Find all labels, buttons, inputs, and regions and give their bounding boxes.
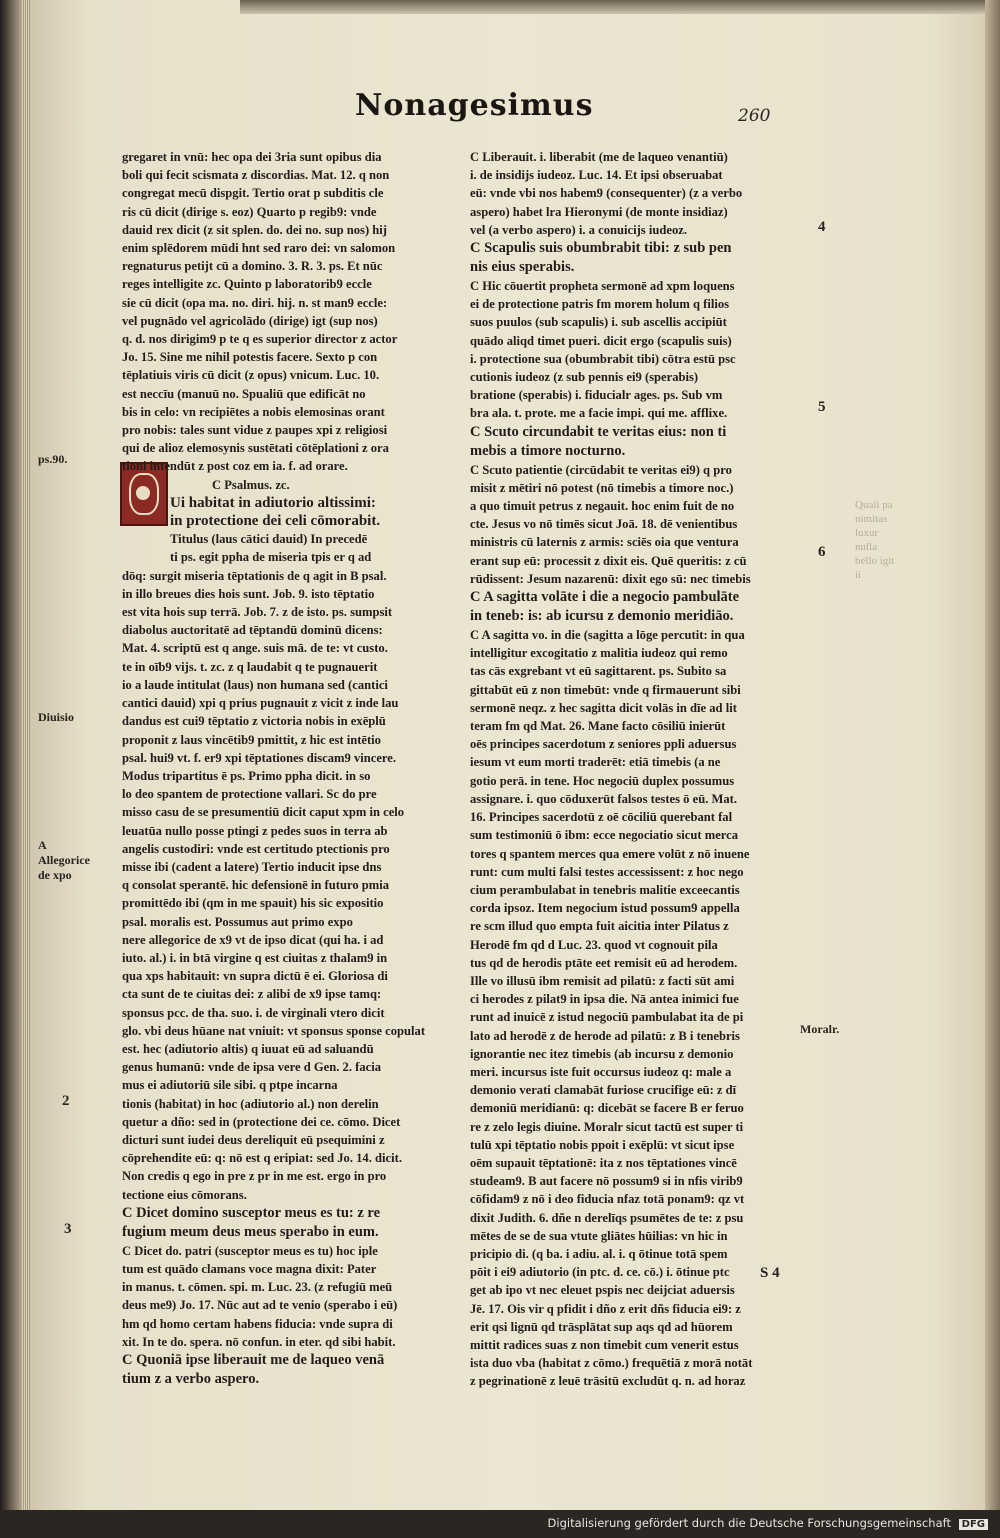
- text-line: Herodē fm qd d Luc. 23. quod vt cognouit pila: [470, 937, 718, 952]
- left-text-column: [122, 148, 457, 1389]
- text-line: sie cū dicit (opa ma. no. diri. hij. n. st man9 eccle:: [122, 295, 388, 310]
- text-line: runt ad inuicē z istud negociū pambulabat ita de pi: [470, 1010, 744, 1025]
- text-line: enim splēdorem mūdi hnt sed raro dei: vn salomon: [122, 241, 396, 256]
- margin-note-allegorice: [38, 838, 108, 883]
- lemma-line: in teneb: is: ab icursu z demonio meridiāo.: [470, 608, 734, 625]
- text-line: in protectione dei celi cōmorabit.: [170, 513, 381, 530]
- text-line: get ab ipo vt nec eleuet pspis nec deijciat aduersis: [470, 1283, 735, 1298]
- text-line: dixit Judith. 6. dñe n derelīqs psumētes de te: z psu: [470, 1210, 744, 1225]
- text-line: ti ps. egit ppha de miseria tpis er q ad: [170, 550, 372, 565]
- text-line: Titulus (laus cātici dauid) In precedē: [170, 532, 368, 547]
- running-head: Nonagesimus: [355, 88, 594, 123]
- text-line: erant sup eū: processit z dixit eis. Quē queritis: z cū: [470, 553, 747, 568]
- text-line: psal. moralis est. Possumus aut primo expo: [122, 914, 353, 929]
- text-line: ista duo vba (habitat z cōmo.) frequētiā z morā notāt: [470, 1356, 753, 1371]
- lemma-line: tium z a verbo aspero.: [122, 1371, 260, 1387]
- text-line: tores q spantem merces qua emere volūt z nō inuene: [470, 846, 750, 861]
- text-line: misso casu de se presumentiū dicit caput xpm in celo: [122, 805, 405, 820]
- text-line: iesum vt eum morti traderēt: etiā timebis (a ne: [470, 755, 721, 770]
- margin-verse-number: 2: [62, 1093, 70, 1109]
- text-line: cōfidam9 z nō i deo fiducia nfaz totā ponam9: qz vt: [470, 1192, 745, 1207]
- ghost-line: nulla: [855, 541, 877, 553]
- text-line: diabolus auctoritatē ad tēptandū dominū dicens:: [122, 623, 383, 638]
- text-line: Non credis q ego in pre z pr in me est. ergo in pro: [122, 1169, 387, 1184]
- text-line: in manus. t. cōmen. spi. m. Luc. 23. (z refugiū meū: [122, 1280, 393, 1295]
- text-line: cta sunt de te ciuitas dei: z alibi de x9 ipse tamq:: [122, 987, 382, 1002]
- margin-note-divisio: Diuisio: [38, 710, 75, 724]
- dfg-logo: DFG: [959, 1519, 988, 1530]
- text-line: tioni intendūt z post coz em ia. f. ad orare.: [122, 459, 348, 474]
- text-line: mētes de se de sua vtute gliātes hūilias: vn hic in: [470, 1228, 728, 1243]
- text-line: ministris cū laternis z armis: sciēs oia que ventura: [470, 535, 739, 550]
- text-line: hm qd homo certam habens fiducia: vnde supra di: [122, 1316, 393, 1331]
- text-line: corda ipsoz. Item negocium istud possum9 appella: [470, 901, 740, 916]
- ghost-line: nimitas: [855, 513, 888, 525]
- text-line: gregaret in vnū: hec opa dei 3ria sunt opibus dia: [122, 150, 382, 164]
- text-line: sum testimoniū ō ibm: ecce negociatio sicut merca: [470, 828, 739, 843]
- text-line: assignare. i. quo cōduxerūt falsos testes ō eū. Mat.: [470, 791, 738, 806]
- text-line: pōit i ei9 adiutorio (in ptc. d. ce. cō.) i. ōtinue ptc: [470, 1265, 730, 1280]
- text-line: bratione (sperabis) i. fiducialr ages. ps. Sub vm: [470, 388, 723, 403]
- right-text-column: [470, 148, 800, 1391]
- text-line: tas cās exgrebant vt eū sagittarent. ps. Subito sa: [470, 664, 727, 679]
- margin-note-line: de xpo: [38, 868, 72, 882]
- text-line: runt: cum multi falsi testes accessissent: z hoc nego: [470, 864, 744, 879]
- page-right-edge: [985, 0, 1000, 1510]
- text-line: quādo aliqd timet pueri. dicit ergo (scapulis suis): [470, 333, 732, 348]
- text-line: nere allegorice de x9 vt de ipso dicat (qui ha. i ad: [122, 932, 384, 947]
- text-line: 16. Principes sacerdotū z oē cōciliū querebant fal: [470, 810, 733, 825]
- text-line: xit. In te do. spera. nō confun. in eter. qd sibi habit.: [122, 1334, 396, 1349]
- text-line: Mat. 4. scriptū est q ange. suis mā. de te: vt custo.: [122, 641, 388, 656]
- lemma-line: C Quoniā ipse liberauit me de laqueo venā: [122, 1352, 385, 1368]
- text-line: teram fm qd Mat. 26. Mane facto cōsiliū inierūt: [470, 719, 726, 734]
- text-line: ei de protectione patris fm morem holum q filios: [470, 297, 730, 312]
- text-line: iuto. al.) i. in btā virgine q est ciuitas z thalam9 in: [122, 950, 388, 965]
- text-line: tulū xpi tēptatio nobis ppoit i exēplū: vt sicut ipse: [470, 1137, 735, 1152]
- text-line: Jo. 15. Sine me nihil potestis facere. Sexto p con: [122, 350, 378, 365]
- lemma-line: nis eius sperabis.: [470, 259, 575, 276]
- text-line: C Hic cōuertit propheta sermonē ad xpm loquens: [470, 279, 735, 294]
- text-line: re z zelo legis diuine. Moralr sicut tactū est super ti: [470, 1119, 744, 1134]
- text-line: meri. incursus iste fuit occursus iudeoz q: male a: [470, 1064, 732, 1079]
- text-line: gittabūt eū z non timebūt: vnde q firmauerunt sibi: [470, 682, 741, 697]
- text-line: qua xps habitauit: vn supra dictū ē ei. Gloriosa di: [122, 969, 388, 984]
- text-line: re scm illud quo empta fuit aicitia inter Pilatus z: [470, 919, 729, 934]
- text-line: cium perambulabat in tenebris malitie exceecantis: [470, 882, 740, 897]
- margin-verse-number: 3: [64, 1221, 72, 1237]
- text-line: io a laude intitulat (laus) non humana sed (cantici: [122, 677, 388, 692]
- text-line: misit z mētiri nō potest (nō timebis a timore noc.): [470, 480, 734, 495]
- text-line: cōprehendite eū: q: nō est q eripiat: sed Jo. 14. dicit.: [122, 1151, 402, 1166]
- text-line: mittit radices suas z non timebit cum venerit estus: [470, 1337, 739, 1352]
- text-line: z pegrinationē z leuē trāsitū excludūt q. n. ad horaz: [470, 1374, 746, 1389]
- margin-note-psalm: ps.90.: [38, 452, 68, 466]
- text-line: psal. hui9 vt. f. er9 xpi tēptationes discam9 vincere.: [122, 750, 397, 765]
- text-line: lo deo spantem de protectione vallari. Sc do pre: [122, 787, 377, 802]
- text-line: tēplatiuis viris cū dicit (z opus) vnicum. Luc. 10.: [122, 368, 380, 383]
- text-line: pricipio di. (q ba. i adiu. al. i. q ōtinue totā spem: [470, 1246, 728, 1261]
- ghost-line: luxur: [855, 527, 879, 539]
- page-top-edge: [240, 0, 1000, 14]
- text-line: glo. vbi deus hūane nat vniuit: vt sponsus sponse copulat: [122, 1023, 426, 1038]
- text-line: eū: vnde vbi nos habem9 (consequenter) (z a verbo: [470, 186, 743, 201]
- text-line: pro nobis: tales sunt vidue z paupes xpi z religiosi: [122, 423, 388, 438]
- text-line: bra ala. t. prote. me a facie impi. qui me. afflixe.: [470, 406, 728, 421]
- funding-credit: [548, 1516, 988, 1530]
- margin-verse-number: 4: [818, 219, 826, 235]
- lemma-line: C Scapulis suis obumbrabit tibi: z sub pen: [470, 240, 732, 257]
- ghost-line: bello igit: [855, 555, 895, 567]
- text-line: tionis (habitat) in hoc (adiutorio al.) non derelin: [122, 1096, 379, 1111]
- text-line: leuatūa nullo posse ptingi z pedes suos in terra ab: [122, 823, 388, 838]
- text-line: rūdissent: Jesum nazarenū: dixit ego sū: nec timebis: [470, 571, 751, 586]
- text-line: Ille vo illusū ibm remisit ad pilatū: z facti sūt ami: [470, 973, 735, 988]
- text-line: demoniū meridianū: q: dicebāt se facere B er feruo: [470, 1101, 744, 1116]
- text-line: dauid rex dicit (z sit splen. do. dei no. sup nos) hij: [122, 222, 387, 237]
- text-line: est vita hois sup terrā. Job. 7. z de isto. ps. sumpsit: [122, 605, 393, 620]
- text-line: ci herodes z pilat9 in ipsa die. Nā antea inimici fue: [470, 992, 739, 1007]
- text-line: studeam9. B aut facere nō possum9 si in nfis virib9: [470, 1174, 743, 1189]
- text-line: gotio perā. in tene. Hoc negociū duplex possumus: [470, 773, 735, 788]
- text-line: congregat mecū dispgit. Tertio orat p subditis cle: [122, 186, 384, 201]
- text-line: dandus est cui9 tēptatio z victoria nobis in exēplū: [122, 714, 386, 729]
- funding-credit-text: Digitalisierung gefördert durch die Deutsche Forschungsgemeinschaft: [547, 1516, 951, 1530]
- text-line: promittēdo ibi (qm in me spauit) his sic expositio: [122, 896, 384, 911]
- lemma-line: C A sagitta volāte i die a negocio pambulāte: [470, 589, 740, 606]
- text-line: ris cū dicit (dirige s. eoz) Quarto p regib9: vnde: [122, 204, 377, 219]
- text-line: reges intelligite zc. Quinto p laboratorib9 eccle: [122, 277, 372, 292]
- text-line: est neccīu (manuū no. Spualiū que edificāt no: [122, 386, 366, 401]
- text-line: te in oīb9 vijs. t. zc. z q laudabit q te pugnauerit: [122, 659, 378, 674]
- text-line: regnaturus petijt cū a domino. 3. R. 3. ps. Et nūc: [122, 259, 383, 274]
- text-line: aspero) habet lra Hieronymi (de monte insidiaz): [470, 204, 728, 219]
- text-line: oēs principes sacerdotum z seniores ppli aduersus: [470, 737, 737, 752]
- text-line: q. d. nos dirigim9 p te q es superior director z actor: [122, 332, 398, 347]
- show-through-text: [855, 498, 925, 582]
- margin-verse-number: 5: [818, 399, 826, 415]
- text-line: tum est quādo clamans voce magna dixit: Pater: [122, 1261, 377, 1276]
- text-line: bis in celo: vn recipiētes a nobis elemosinas orant: [122, 404, 385, 419]
- text-line: i. protectione sua (obumbrabit tibi) cōtra estū psc: [470, 351, 736, 366]
- text-line: C Scuto patientie (circūdabit te veritas ei9) q pro: [470, 462, 732, 477]
- footer-bar: [0, 1510, 1000, 1538]
- margin-note-moralr: Moralr.: [800, 1022, 840, 1036]
- text-line: tectione eius cōmorans.: [122, 1187, 247, 1202]
- book-spine-edge: [0, 0, 22, 1510]
- text-line: dōq: surgit miseria tēptationis de q agit in B psal.: [122, 568, 387, 583]
- text-line: misse ibi (cadent a latere) Tertio inducit ipse dns: [122, 859, 382, 874]
- text-line: Modus tripartitus ē ps. Primo ppha dicit. in so: [122, 768, 371, 783]
- folio-number: 260: [738, 106, 771, 126]
- text-line: demonio verati clamabāt furiose crucifige eū: z dī: [470, 1083, 737, 1098]
- margin-verse-number: 6: [818, 544, 826, 560]
- text-line: lato ad herodē z de herode ad pilatū: z B i tenebris: [470, 1028, 740, 1043]
- text-line: oēm supauit tēptationē: ita z nos tēptationes vincē: [470, 1155, 737, 1170]
- text-line: in illo breues dies hois sunt. Job. 9. isto tēptatio: [122, 586, 375, 601]
- lemma-line: C Scuto circundabit te veritas eius: non ti: [470, 423, 727, 440]
- text-line: C Dicet do. patri (susceptor meus es tu) hoc iple: [122, 1243, 378, 1258]
- text-line: tus qd de herodis ptāte eet remisit eū ad herodem.: [470, 955, 738, 970]
- text-line: suos puulos (sub scapulis) i. sub ascellis accipiūt: [470, 315, 727, 330]
- text-line: dicturi sunt iudei deus dereliquit eū psequimini z: [122, 1132, 385, 1147]
- text-line: C Liberauit. i. liberabit (me de laqueo venantiū): [470, 150, 728, 164]
- text-line: angelis custodiri: vnde est certitudo ptectionis pro: [122, 841, 390, 856]
- text-line: proponit z laus vincētib9 pmittit, z hic est intētio: [122, 732, 381, 747]
- text-line: vel (a verbo aspero) i. a conuicijs iudeoz.: [470, 222, 687, 237]
- text-line: Ui habitat in adiutorio altissimi:: [170, 494, 376, 511]
- text-line: boli qui fecit scismata z discordias. Mat. 12. q non: [122, 168, 390, 183]
- text-line: intelligitur excogitatio z malitia iudeoz qui remo: [470, 646, 728, 661]
- text-line: sponsus pcc. de tha. suo. i. de virginali vtero dicit: [122, 1005, 385, 1020]
- text-line: vel pugnādo vel agricolādo (dirige) igt (sup nos): [122, 313, 378, 328]
- text-line: Jē. 17. Ois vir q pfidit i dño z erit dñs fiducia ei9: z: [470, 1301, 741, 1316]
- text-line: quetur a dño: sed in (protectione dei ce. cōmo. Dicet: [122, 1114, 401, 1129]
- lemma-line: fugium meum deus meus sperabo in eum.: [122, 1223, 379, 1240]
- ghost-line: Quali pa: [855, 499, 893, 511]
- text-line: qui de alioz elemosynis sustētati cōtēplationi z ora: [122, 441, 389, 456]
- text-line: cantici dauid) xpi q prius pugnauit z vicit z inde lau: [122, 696, 399, 711]
- text-line: sermonē neqz. z hec sagitta dicit volās in dīe ad lit: [470, 700, 737, 715]
- text-line: est. hec (adiutorio altis) q iuuat eū ad saluandū: [122, 1041, 374, 1056]
- margin-note-line: Allegorice: [38, 853, 90, 867]
- lemma-line: C Dicet domino susceptor meus es tu: z re: [122, 1204, 381, 1221]
- page-stack-edge: [22, 0, 30, 1510]
- lemma-line: mebis a timore nocturno.: [470, 442, 626, 459]
- text-line: ignorantie nec itez timebis (ab incursu z demonio: [470, 1046, 734, 1061]
- text-line: mus ei adiutoriū sile sibi. q ptpe incarna: [122, 1078, 338, 1093]
- text-line: cte. Jesus vo nō timēs sicut Joā. 18. dē venientibus: [470, 517, 738, 532]
- text-line: i. de insidijs iudeoz. Luc. 14. Et ipsi obseruabat: [470, 168, 723, 183]
- text-line: genus humanū: vnde de ipsa vere d Gen. 2. facia: [122, 1060, 382, 1075]
- text-line: a quo timuit petrus z negauit. hoc enim fuit de no: [470, 499, 735, 514]
- text-line: cutionis iudeoz (z sub pennis ei9 (sperabis): [470, 370, 699, 385]
- text-line: C Psalmus. zc.: [212, 477, 290, 492]
- text-line: erit qsi lignū qd trāsplātat sup aqs qd ad hūorem: [470, 1319, 733, 1334]
- text-line: deus me9) Jo. 17. Nūc aut ad te venio (sperabo i eū): [122, 1298, 398, 1313]
- margin-note-line: A: [38, 838, 47, 852]
- text-line: C A sagitta vo. in die (sagitta a lōge percutit: in qua: [470, 628, 745, 643]
- text-line: q consolat sperantē. hic defensionē in futuro pmia: [122, 878, 390, 893]
- ghost-line: ii: [855, 569, 862, 581]
- signature-mark: S 4: [760, 1265, 780, 1281]
